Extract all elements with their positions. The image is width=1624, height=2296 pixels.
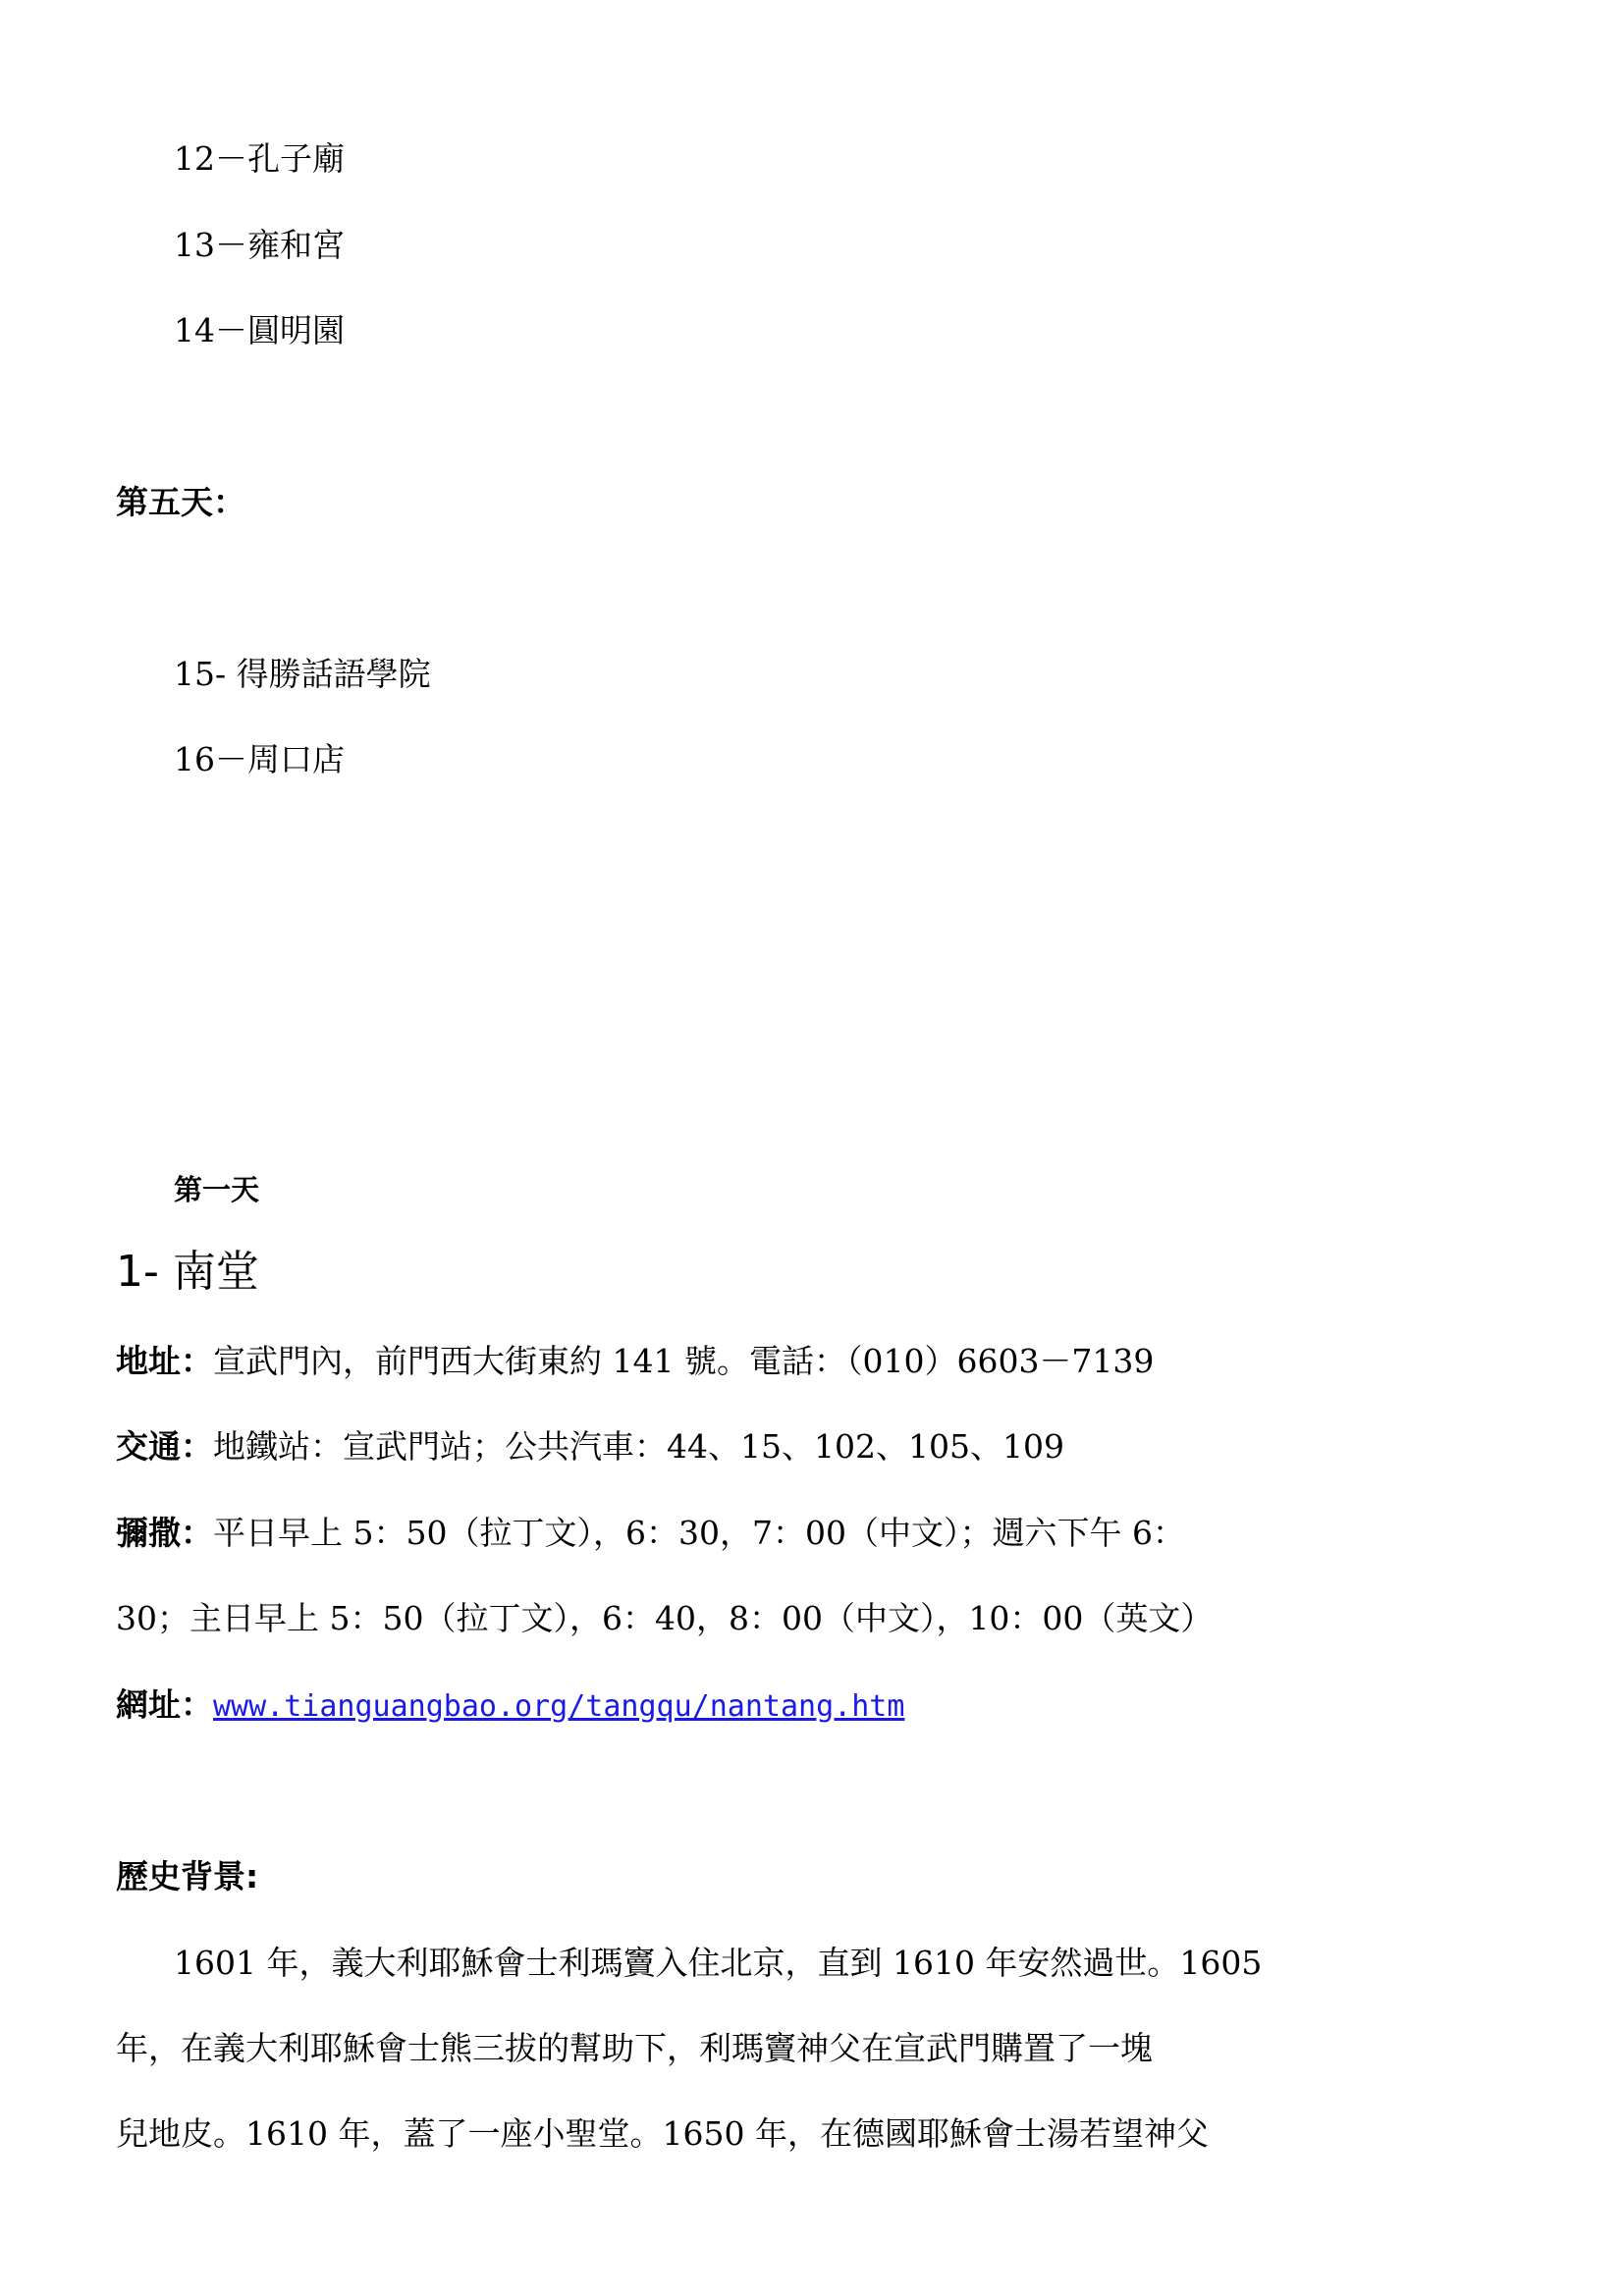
- history-paragraph-line: 兒地皮。1610 年，蓋了一座小聖堂。1650 年，在德國耶穌會士湯若望神父: [116, 2114, 1209, 2153]
- day-heading: 第五天：: [116, 483, 245, 521]
- address-value: 宣武門內，前門西大街東約 141 號。電話：（010）6603－7139: [213, 1342, 1155, 1380]
- place-title: 1- 南堂: [116, 1247, 259, 1297]
- mass-value-continued: 30；主日早上 5：50（拉丁文），6：40，8：00（中文），10：00（英文）: [116, 1599, 1214, 1637]
- mass-row: [116, 1512, 1185, 1555]
- history-paragraph-line: 年，在義大利耶穌會士熊三拔的幫助下，利瑪竇神父在宣武門購置了一塊: [116, 2029, 1153, 2067]
- day-subheading: 第一天: [174, 1173, 260, 1206]
- mass-label: 彌撒：: [116, 1514, 213, 1552]
- list-item: 12－孔子廟: [174, 139, 345, 178]
- address-label: 地址：: [116, 1342, 213, 1380]
- transport-row: [116, 1425, 1064, 1468]
- website-label: 網址：: [116, 1685, 213, 1724]
- address-row: [116, 1340, 1154, 1383]
- list-item: 14－圓明園: [174, 311, 345, 349]
- transport-label: 交通：: [116, 1427, 213, 1466]
- transport-value: 地鐵站：宣武門站；公共汽車：44、15、102、105、109: [213, 1427, 1064, 1466]
- website-row: [116, 1683, 904, 1729]
- list-item: 15- 得勝話語學院: [174, 655, 431, 693]
- history-paragraph-line: 1601 年，義大利耶穌會士利瑪竇入住北京，直到 1610 年安然過世。1605: [174, 1944, 1263, 1982]
- mass-value: 平日早上 5：50（拉丁文），6：30，7：00（中文）；週六下午 6：: [213, 1514, 1185, 1552]
- list-item: 13－雍和宮: [174, 226, 345, 264]
- history-heading: 歷史背景:: [116, 1857, 259, 1896]
- website-link[interactable]: www.tianguangbao.org/tangqu/nantang.htm: [213, 1689, 905, 1724]
- list-item: 16－周口店: [174, 740, 345, 778]
